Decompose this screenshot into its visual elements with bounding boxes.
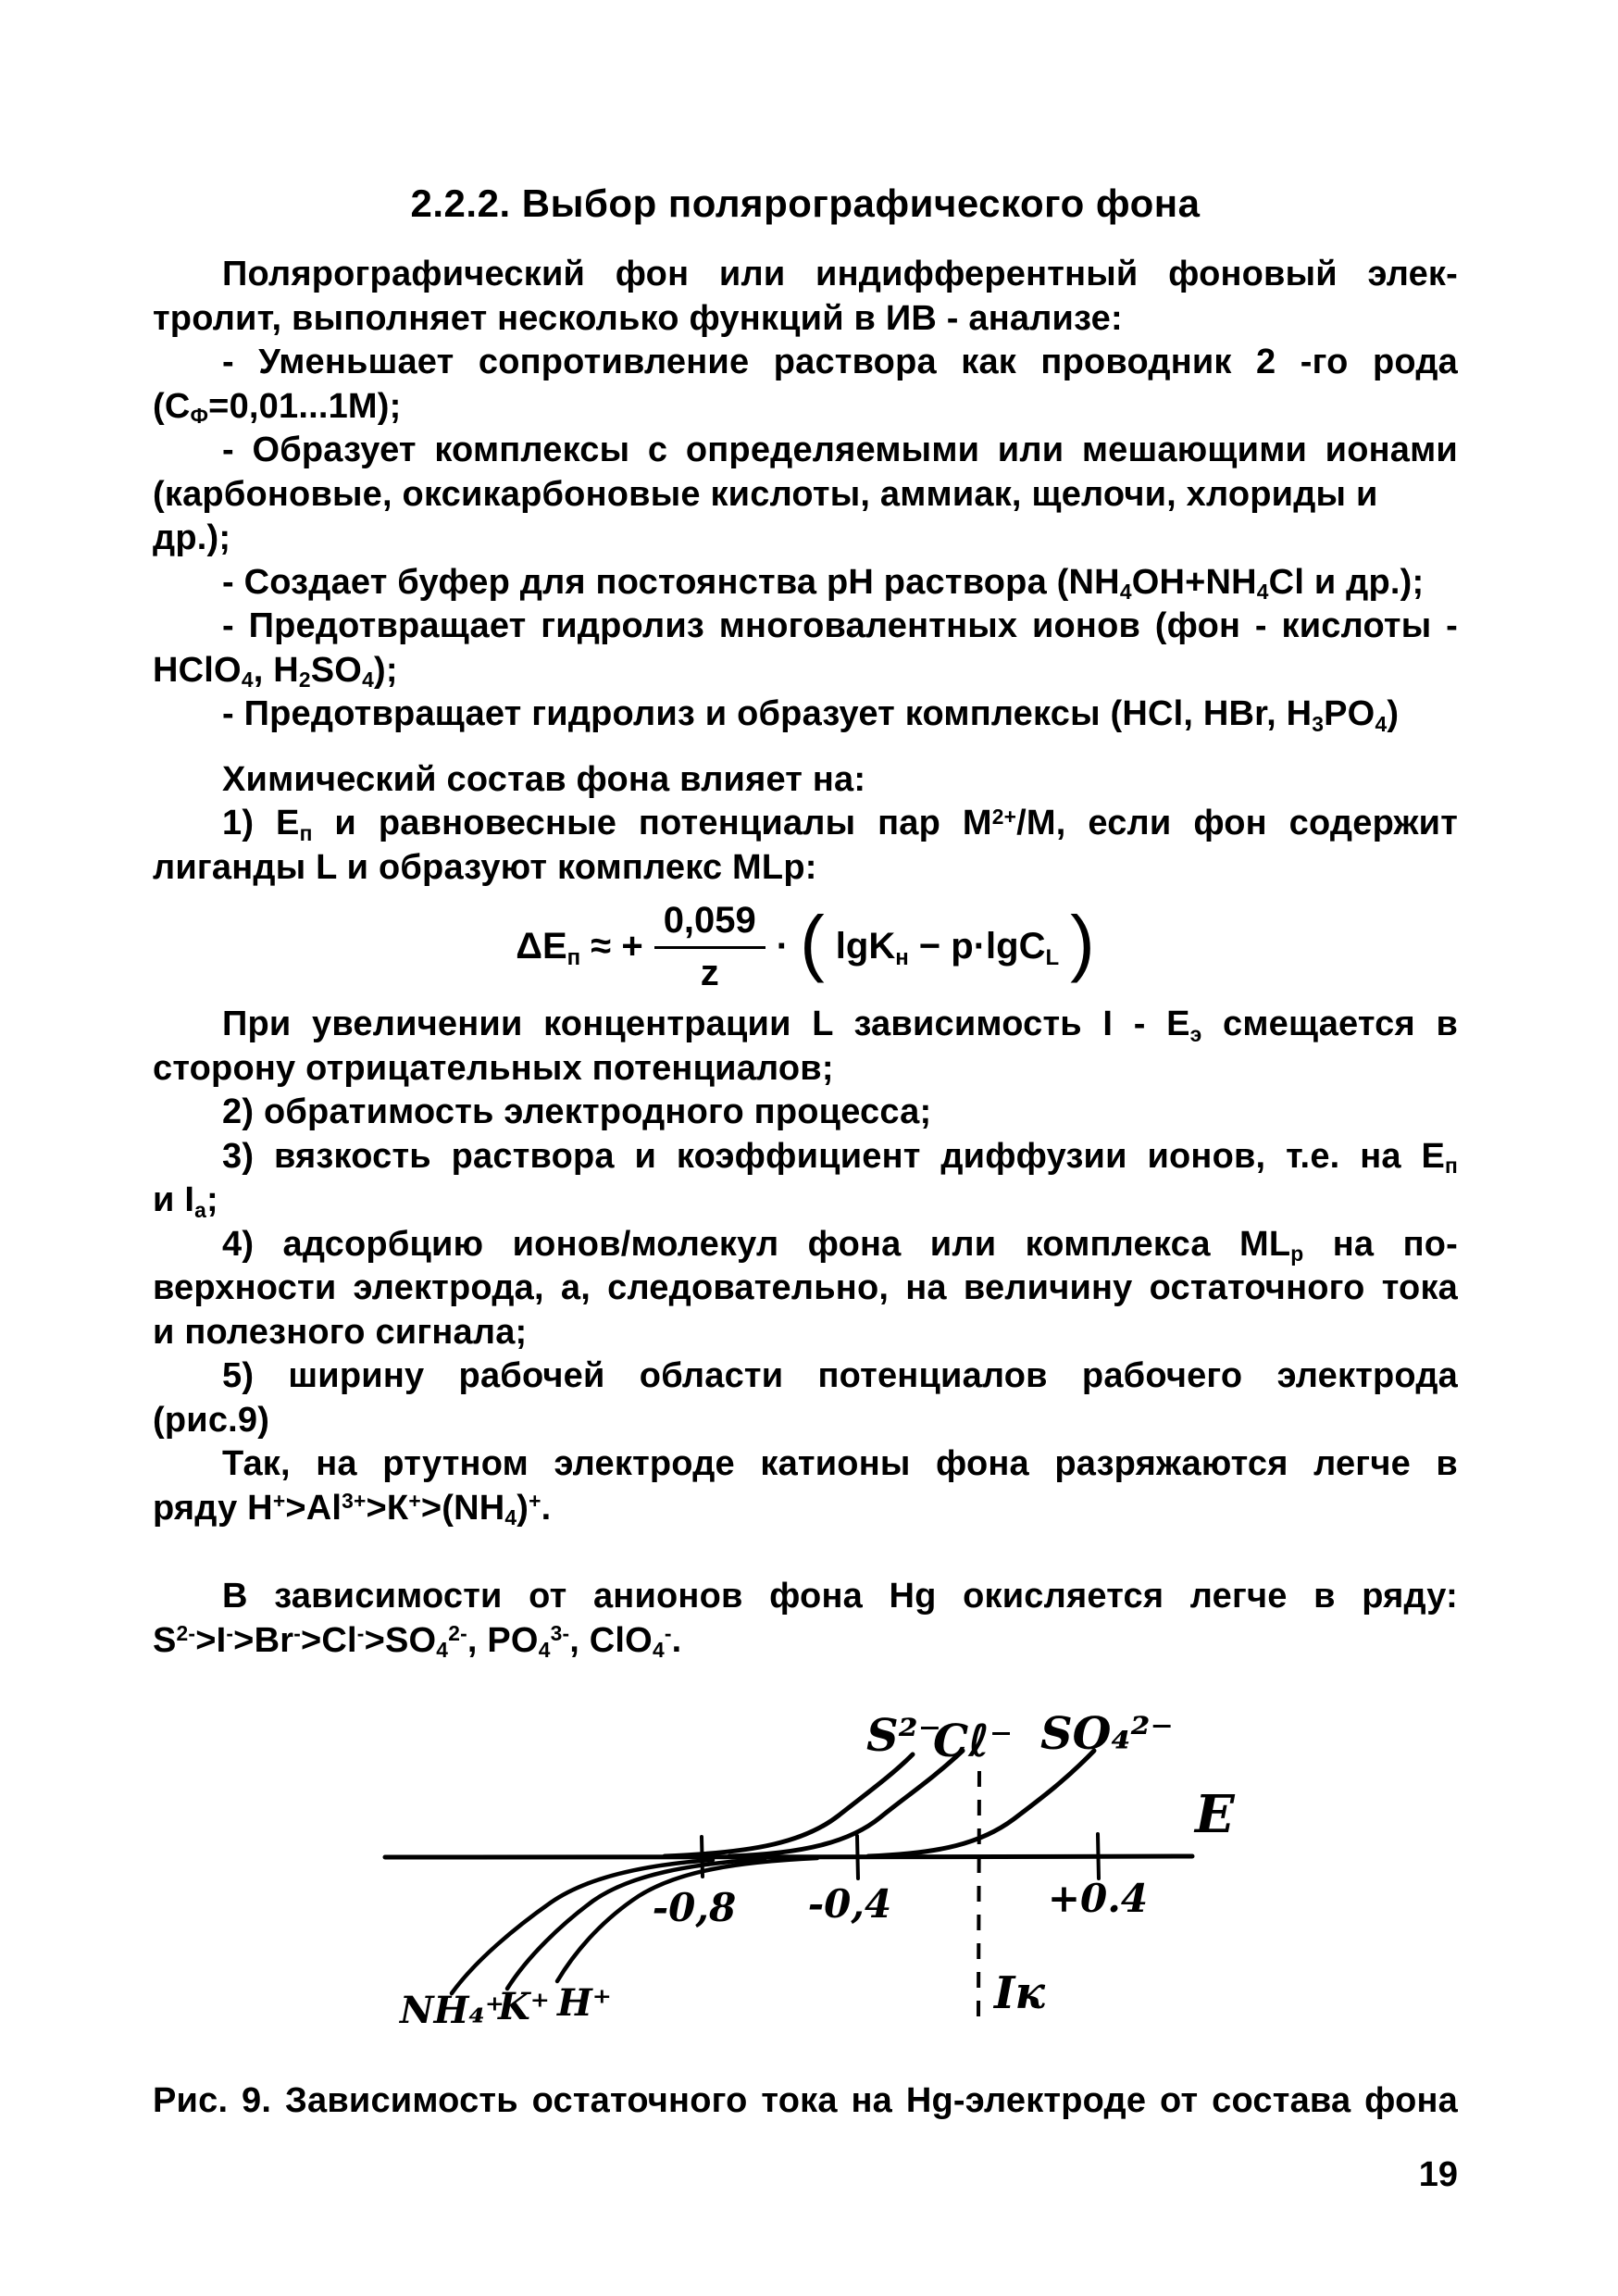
text-line: 3) вязкость раствора и коэффициент диффузии ионов, т.е. на $Е_п$ [222, 1136, 1458, 1179]
text-line: HClO$_4$, $H_2SO_4$); [153, 650, 398, 693]
cathodic-current-label: Iк [994, 1967, 1045, 2019]
text-line: $(С_Ф=0,01...1М)$; [153, 386, 402, 429]
text-line: и $I_а$; [153, 1180, 218, 1222]
text-line: 5) ширину рабочей области потенциалов рабочего электрода [222, 1356, 1458, 1395]
axis-line [385, 1856, 1192, 1857]
text-line: (рис.9) [153, 1400, 270, 1440]
tick-plus-0.4 [1098, 1834, 1099, 1878]
dashed-zero-line [978, 1771, 979, 2021]
text-line: - Уменьшает сопротивление раствора как проводник 2 -го рода [222, 343, 1458, 381]
formula-multiplication-dot: · [776, 925, 790, 967]
potassium-label: K⁺ [498, 1985, 550, 2028]
text-line: 2) обратимость электродного процесса; [222, 1092, 932, 1131]
tick-label-minus-0.8: -0,8 [652, 1885, 737, 1930]
text-line: 1) $Е_п$ и равновесные потенциалы пар $М^{2+}/М$, если фон содержит [222, 804, 1459, 845]
chloride-label: Cℓ⁻ [933, 1716, 1014, 1767]
text-line: ряду $Н^+>Al^{3+}>К^+>(NH_4)^+$. [153, 1488, 552, 1530]
text-line: При увеличении концентрации L зависимость I - $Е_э$ смещается в [222, 1004, 1459, 1046]
text-line: $S^{2-}>I^->Br^->Cl^->SO_4^{2-}$, $PO_4^{3-}$, ClO$_4$-. [153, 1620, 682, 1663]
text-line: лиганды L и образуют комплекс MLp: [153, 847, 817, 887]
sulfide-label: S²⁻ [866, 1710, 942, 1762]
page-number: 19 [1418, 2154, 1458, 2194]
formula-numerator: 0,059 [654, 899, 765, 949]
text-line: тролит, выполняет несколько функций в ИВ - анализе: [153, 298, 1123, 338]
figure-caption: Рис. 9. Зависимость остаточного тока на Hg-электроде от состава фона [153, 2081, 1458, 2120]
text-line: Так, на ртутном электроде катионы фона разряжаются легче в [222, 1444, 1458, 1483]
formula-denominator: z [700, 952, 719, 993]
text-line: (карбоновые, оксикарбоновые кислоты, аммиак, щелочи, хлориды и др.); [153, 474, 1378, 557]
text-line: - Предотвращает гидролиз многовалентных ионов (фон - кислоты - [222, 606, 1458, 645]
formula-inner-expression: lgK$_н$ − p·lgC$_L$ [835, 925, 1060, 970]
text-line: 4) адсорбцию ионов/молекул фона или комплекса $ML_p$ на по- [222, 1224, 1458, 1267]
sulfate-label: SO₄²⁻ [1040, 1708, 1174, 1760]
text-line: сторону отрицательных потенциалов; [153, 1048, 834, 1088]
text-line: - Предотвращает гидролиз и образует комплексы (HCl, HBr, $H_3PO_4$) [222, 694, 1400, 736]
section-title: 2.2.2. Выбор полярографического фона [410, 181, 1201, 225]
formula-lhs: $\Delta Е_п$ ≈ + [516, 925, 643, 970]
figure-svg [368, 1697, 1276, 2049]
formula-fraction [654, 899, 765, 994]
text-line: Полярографический фон или индифферентный фоновый элек- [222, 255, 1458, 293]
figure-residual-current-sketch [368, 1697, 1276, 2049]
tick-minus-0.4 [857, 1836, 858, 1878]
curve-chloride [729, 1751, 963, 1856]
axis-e-label: E [1195, 1784, 1235, 1845]
text-line: - Образует комплексы с определяемыми или мешающими ионами [222, 430, 1458, 469]
tick-label-plus-0.4: +0.4 [1047, 1876, 1149, 1921]
text-line: верхности электрода, а, следовательно, на величину остаточного тока [153, 1268, 1458, 1307]
text-line: Химический состав фона влияет на: [222, 759, 866, 799]
hydrogen-label: H⁺ [557, 1981, 612, 2025]
formula: $\Delta Е_п$ ≈ + $\frac{0,059}{z}$ · ( lgK$_н$ − p·lgC$_L$ ) [516, 899, 1095, 993]
text-line: - Создает буфер для постоянства pH раствора ($NH_4OH+NH_4Cl$ и др.); [222, 562, 1425, 605]
ammonium-label: NH₄⁺ [400, 1989, 504, 2032]
text-line: В зависимости от анионов фона Hg окисляется легче в ряду: [222, 1577, 1458, 1616]
text-line: и полезного сигнала; [153, 1312, 528, 1352]
tick-label-minus-0.4: -0,4 [807, 1881, 892, 1927]
